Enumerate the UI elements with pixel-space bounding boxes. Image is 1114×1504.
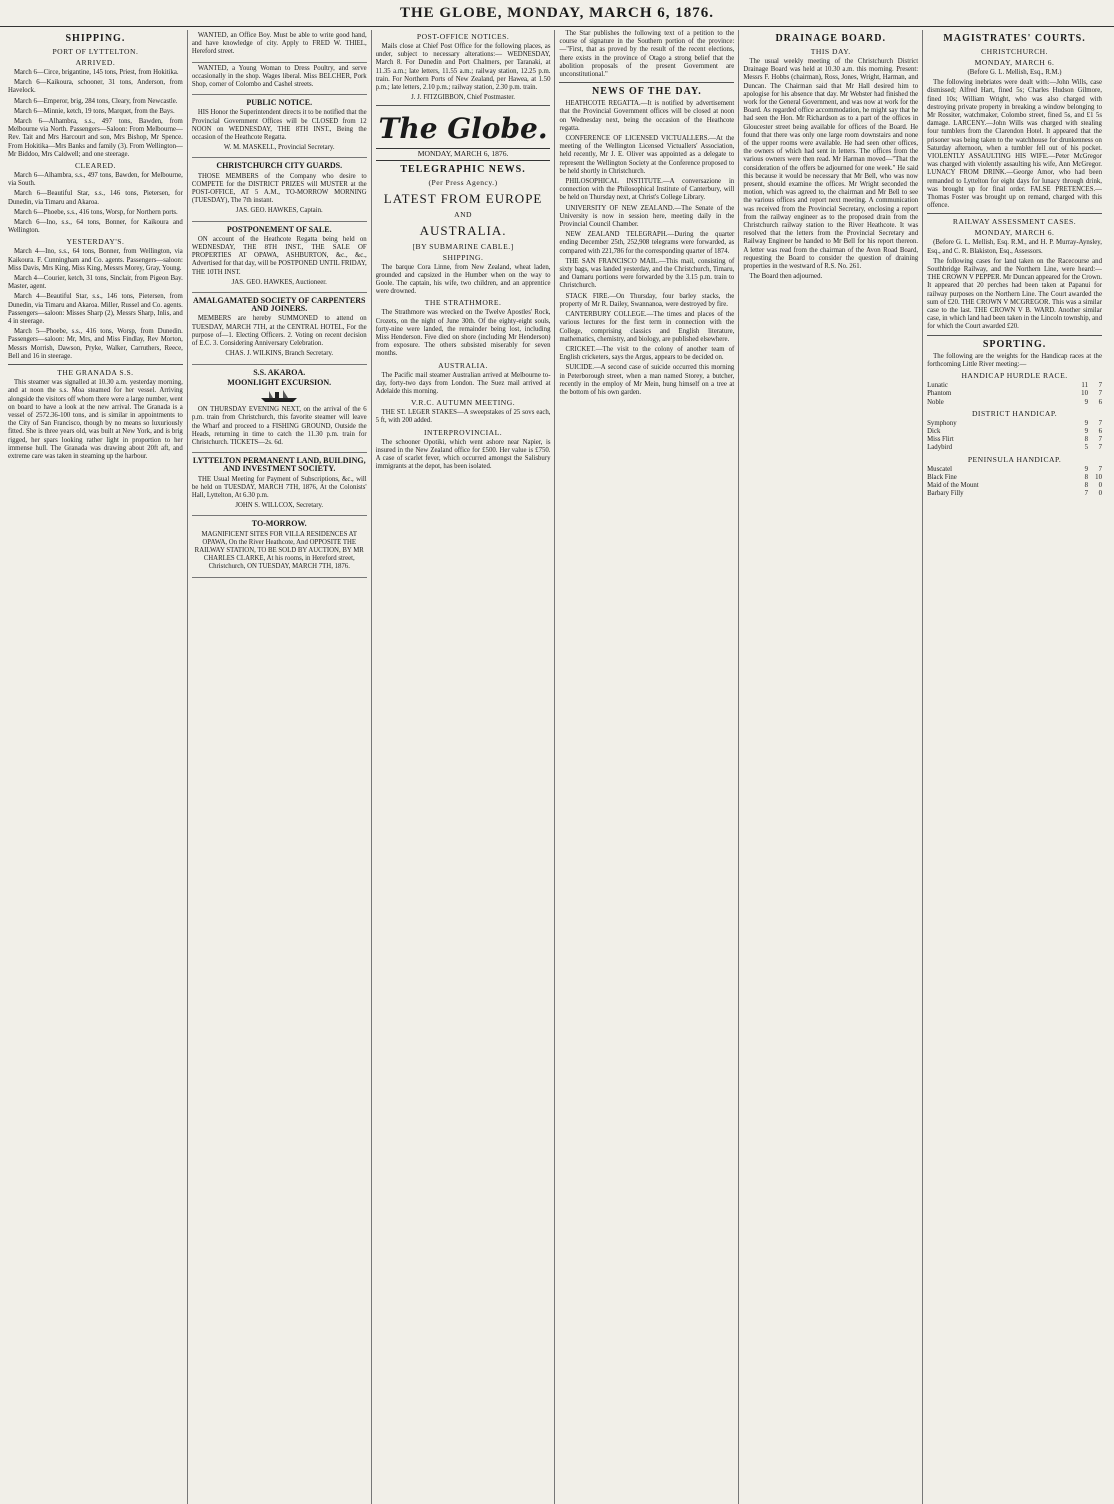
ad-signature: JAS. GEO. HAWKES, Auctioneer. — [231, 278, 327, 286]
ad-wanted-young-woman — [192, 63, 367, 96]
telegraphic-title: TELEGRAPHIC NEWS. — [400, 163, 526, 175]
ad-carpenters — [192, 293, 367, 364]
divider — [8, 364, 183, 365]
strathmore-text: The Strathmore was wrecked on the Twelve Apostles' Rock, Crozets, on the night of June 30th. Of the eighty-eight souls, forty-nine were landed, the remainder being lost, including Miss Henderson. Five died on shore (including Mr Henderson) from exposure. The others subsisted miserably for seven months. — [375, 309, 551, 358]
news-item: CANTERBURY COLLEGE.—The times and places of the various lectures for the first term in connection with the College, comprising classics and English literature, mathematics, chemistry, and biology, are published elsewhere. — [559, 311, 735, 343]
drainage-title: DRAINAGE BOARD. — [775, 33, 886, 44]
weight-lb: 7 — [1098, 419, 1102, 427]
news-item: SUICIDE.—A second case of suicide occurred this morning in Peterborough street, when a man named Storey, a butcher, recently in the employ of Mr Mein, hung himself on a tree at the bottom of his own garden. — [559, 364, 735, 396]
column-courts — [927, 30, 1106, 1504]
ad-signature: JAS. GEO. HAWKES, Captain. — [235, 207, 323, 215]
weight-st: 9 — [1084, 465, 1088, 473]
ad-public-notice — [192, 95, 367, 158]
weight-lb: 7 — [1098, 444, 1102, 452]
weight-st: 5 — [1084, 444, 1088, 452]
australia-news-heading: AUSTRALIA. — [438, 360, 489, 370]
ad-heading: POSTPONEMENT OF SALE. — [226, 224, 332, 234]
hurdle-table — [927, 382, 1102, 407]
vrc-text: THE ST. LEGER STAKES—A sweepstakes of 25 sovs each, 5 ft, with 200 added. — [375, 409, 551, 425]
column-drainage — [743, 30, 923, 1504]
news-item: THE SAN FRANCISCO MAIL.—This mail, consisting of sixty bags, was landed yesterday, and the Christchurch, Timaru, and Oamaru portions were forwarded by the 3.15 p.m. train to Christchurch. — [559, 257, 735, 290]
magistrates-sub: CHRISTCHURCH. — [981, 47, 1049, 56]
ad-permanent-society — [192, 453, 367, 516]
column-ads — [192, 30, 372, 1504]
weight-lb: 6 — [1098, 427, 1102, 435]
column-telegraphic — [376, 30, 556, 1504]
weight-st: 9 — [1084, 419, 1088, 427]
railway-day: MONDAY, MARCH 6. — [974, 228, 1055, 238]
news-item: UNIVERSITY OF NEW ZEALAND.—The Senate of the University is now in session here, meeting daily in the Provincial Council Chamber. — [559, 204, 735, 229]
ad-text: THOSE MEMBERS of the Company who desire to COMPETE for the DISTRICT PRIZES will MUSTER at the POST-OFFICE, AT 5 A.M., TO-MORROW MORNING (TUESDAY), The 7th instant. — [191, 172, 367, 205]
interprovincial-heading: INTERPROVINCIAL. — [423, 427, 503, 437]
ad-signature: W. M. MASKELL, Provincial Secretary. — [223, 144, 335, 152]
weight-st: 8 — [1084, 473, 1088, 481]
yesterday-list — [8, 248, 183, 361]
shipping-text: The barque Cora Linne, from New Zealand, wheat laden, grounded and capsized in the Humber when on the way to Goole. The captain, his wife, two children, and an apprentice were drowned. — [375, 263, 551, 296]
railway-title: RAILWAY ASSESSMENT CASES. — [952, 217, 1077, 227]
weight-lb: 10 — [1095, 473, 1102, 481]
horse-name: Black Fine — [927, 473, 957, 481]
weight-lb: 0 — [1098, 490, 1102, 498]
horse-name: Maid of the Mount — [927, 481, 979, 489]
horse-name: Dick — [927, 427, 941, 435]
ad-heading: PUBLIC NOTICE. — [246, 98, 313, 108]
sporting-intro: The following are the weights for the Handicap races at the forthcoming Little River meeting:— — [927, 352, 1102, 368]
ad-heading: S.S. AKAROA. — [253, 367, 306, 377]
shipping-entry: March 4—Beautiful Star, s.s., 146 tons, Pietersen, from Dunedin, via Timaru and Akaroa. Miller, Russel and Co. agents. Passengers—saloon: Misses Sharp (2), Messrs Sharp, Inlis, and 4 in steerage. — [8, 293, 183, 326]
drainage-sub: THIS DAY. — [810, 47, 851, 56]
weight-lb: 7 — [1098, 390, 1102, 398]
horse-name: Noble — [927, 398, 944, 406]
weight-lb: 7 — [1098, 382, 1102, 390]
railway-bench: (Before G. L. Mellish, Esq. R.M., and H. P. Murray-Aynsley, Esq., and C. R. Blakiston, Esq., Assessors. — [927, 239, 1102, 255]
horse-row — [927, 420, 1102, 428]
news-item: PHILOSOPHICAL INSTITUTE.—A conversazione in connection with the Philosophical Institute of Canterbury, will be held on Thursday next, at Christ's College Library. — [559, 178, 735, 202]
and-label: AND — [454, 209, 473, 219]
ad-text: ON THURSDAY EVENING NEXT, on the arrival of the 6 p.m. train from Christchurch, this favorite steamer will leave the Wharf and proceed to a FISHING GROUND, Outside the Heads, returning in time to catch the 11.30 p.m. train for Christchurch. TICKETS—2s. 6d. — [191, 406, 367, 446]
weight-lb: 0 — [1098, 481, 1102, 489]
hurdle-heading: HANDICAP HURDLE RACE. — [961, 371, 1068, 381]
news-item: NEW ZEALAND TELEGRAPH.—During the quarter ending December 25th, 252,908 telegrams were forwarded, as compared with 221,786 for the corresponding quarter of 1874. — [559, 231, 735, 255]
shipping-title: SHIPPING. — [65, 33, 126, 44]
horse-name: Barbary Filly — [927, 490, 964, 498]
column-shipping — [8, 30, 188, 1504]
horse-name: Ladybird — [927, 444, 953, 452]
horse-name: Lunatic — [927, 382, 948, 390]
globe-flag: The Globe. — [378, 112, 548, 146]
ad-akaroa — [192, 365, 367, 454]
shipping-entry: March 6—Emperor, brig, 284 tons, Cleary, from Newcastle. — [14, 97, 178, 105]
ad-postponement — [192, 222, 367, 293]
horse-row — [927, 490, 1102, 498]
divider — [559, 82, 734, 83]
shipping-entry: March 6—Ino, s.s., 64 tons, Bonner, for Kaikoura and Wellington. — [8, 219, 183, 235]
news-title: NEWS OF THE DAY. — [592, 86, 702, 98]
ad-text: MEMBERS are hereby SUMMONED to attend on TUESDAY, MARCH 7TH, at the CENTRAL HOTEL, For the purpose of—1. Electing Officers. 2. Voting on recent decision of E.C. 3. Considering Anniversary Celebration. — [191, 315, 367, 348]
shipping-entry: March 6—Minnie, ketch, 19 tons, Marquet, from the Bays. — [14, 107, 175, 115]
divider — [927, 213, 1102, 214]
yesterday-label: YESTERDAY'S. — [66, 237, 125, 247]
ad-text: WANTED, an Office Boy. Must be able to write good hand, and have knowledge of city. Apply to FRED W. THIEL, Hereford street. — [191, 32, 367, 56]
ad-subheading: MOONLIGHT EXCURSION. — [227, 377, 332, 387]
news-item: HEATHCOTE REGATTA.—It is notified by advertisement that the Provincial Government offices will be closed at noon on Wednesday next, being the occasion of the Heathcote regatta. — [559, 100, 735, 132]
shipping-entry: March 6—Alhambra, s.s., 497 tons, Bawden, from Melbourne via North. Passengers—Saloon: From Melbourne—Rev. Tait and Mrs Harcourt and son, Mrs Bishop, Mr Spence. From Hokitika—Mrs Banks and family (3). From Wellington—Mr Biddoo, Mrs Caldwell; and one steerage. — [8, 118, 183, 158]
divider — [376, 105, 551, 106]
masthead: THE GLOBE, MONDAY, MARCH 6, 1876. — [0, 0, 1114, 27]
shipping-entry: March 6—Phoebe, s.s., 416 tons, Worsp, for Northern ports. — [14, 208, 178, 216]
weight-lb: 7 — [1098, 465, 1102, 473]
ad-text: WANTED, a Young Woman to Dress Poultry, and serve occasionally in the shop. Wages liberal. Miss BELCHER, Pork Shop, corner of Colombo and Cashel streets. — [191, 64, 367, 89]
ad-heading: CHRISTCHURCH CITY GUARDS. — [216, 161, 343, 171]
weight-st: 10 — [1081, 390, 1088, 398]
railway-text: The following cases for land taken on the Racecourse and Southbridge Railway, and the Northern Line, were heard:— THE CROWN V PEPPER. Mr Duncan appeared for the Crown. It appeared that 20 perches had been taken at Papanui for railway purposes on the Northern Line. The Court awarded the sum of £20. THE CROWN V MCGREGOR. This was a similar case to the last. THE CROWN V B. WARD. Another similar case, in which land had been taken in the Lincoln township, and for which the Court awarded £20. — [927, 257, 1102, 331]
shipping-entry: March 5—Phoebe, s.s., 416 tons, Worsp, from Dunedin. Passengers—saloon: Mr, Mrs, and Miss Findlay, Rev Morton, Messrs Morrish, Dawson, Pryke, Walker, Carruthers, Reece, Bell and 16 in steerage. — [8, 328, 183, 360]
latest-europe: LATEST FROM EUROPE — [383, 190, 543, 206]
horse-name: Muscatel — [927, 465, 953, 473]
vrc-heading: V.R.C. AUTUMN MEETING. — [411, 398, 516, 408]
shipping-entry: March 4—Ino, s.s., 64 tons, Bonner, from Wellington, via Kaikoura. F. Cunningham and Co. agents. Passengers—saloon: Miss Davis, Mrs King, Miss King, Messrs Morey, Gray, Young. — [8, 248, 183, 272]
weight-st: 9 — [1084, 427, 1088, 435]
interprovincial-text: The schooner Opotiki, which went ashore near Napier, is insured in the New Zealand office for £500. Her value is £750. A case of scarlet fever, which occurred amongst the Salisbury immigrants at the depot, has been isolated. — [375, 438, 551, 471]
weight-st: 11 — [1081, 382, 1088, 390]
ad-signature: CHAS. J. WILKINS, Branch Secretary. — [225, 350, 334, 358]
star-text: The Star publishes the following text of a petition to the course of signature in the Southern portion of the province:—"First, that as proved by the result of the recent elections, there exists in the province of Otago a strong belief that the abolition proposals of the present Government are unconstitutional." — [559, 30, 735, 79]
weight-lb: 6 — [1098, 398, 1102, 406]
horse-row — [927, 390, 1102, 398]
ad-signature: JOHN S. WILLCOX, Secretary. — [235, 502, 324, 510]
australia-news-text: The Pacific mail steamer Australian arrived at Melbourne to-day, forty-two days from London. The Suez mail arrived at Adelaide this morning. — [375, 371, 551, 396]
ad-text: MAGNIFICENT SITES FOR VILLA RESIDENCES AT OPAWA, On the River Heathcote, And OPPOSITE THE RAILWAY STATION, TO BE SOLD BY AUCTION, BY MR CHARLES CLARKE, At his rooms, in Hereford street, Christchurch, ON TUESDAY, MARCH 7TH, 1876. — [194, 530, 364, 571]
ad-heading: LYTTELTON PERMANENT LAND, BUILDING, AND INVESTMENT SOCIETY. — [192, 456, 366, 474]
horse-row — [927, 399, 1102, 407]
weight-lb: 7 — [1098, 436, 1102, 444]
drainage-end: The Board then adjourned. — [749, 273, 823, 281]
australia-heading: AUSTRALIA. — [419, 222, 507, 238]
horse-row — [927, 428, 1102, 436]
ad-text: HIS Honor the Superintendent directs it to be notified that the Provincial Government Offices will be CLOSED from 12 NOON on WEDNESDAY, THE 8TH INST., Being the occasion of the Heathcote Regatta. — [191, 109, 367, 142]
shipping-entry: March 6—Alhambra, s.s., 497 tons, Bawden, for Melbourne, via South. — [8, 172, 183, 188]
magistrates-day: MONDAY, MARCH 6. — [974, 58, 1055, 67]
column-news — [559, 30, 739, 1504]
columns — [8, 30, 1106, 1504]
drainage-text: The usual weekly meeting of the Christchurch District Drainage Board was held at 10.30 a.m. this morning. Present: Messrs F. Hobbs (chairman), Ross, Jones, Wright, Harman, and Duncan. The Chairman said that Mr Hall desired him to apologise for his absence that day. Mr Webster had finished the work for the General Government, and was now at work for the Board. As regarded office accommodation, he might say that he had seen the Hon. Mr Richardson as to a part of the offices in Gloucester street being available for offices of the Board. He found that there was only one large room downstairs and none of the upper rooms were available. He had seen other offices, the owners of which had sent in letters. The offices from the various owners were then read. Mr Harman moved—"That the consideration of the offers be adjourned for one week." He said this because it would be necessary that Mr Bell, who was now present, should examine the offices. Mr Wright seconded the motion, which was agreed to, the chairman and Mr Bell to see the various offices and report next meeting. A communication was received from the Provincial Secretary, enclosing a report from the railway engineer as to the proposed drain from the Christchurch railway station to the River Heathcote. It was resolved that the letters from the Provincial Secretary and Railway Engineer be handed to Mr Bell for his report thereon. A letter was read from the chairman of the Avon Road Board, requesting the Board to consider the question of draining properties in the westward of R.S. No. 261. — [743, 58, 919, 271]
weight-st: 8 — [1084, 436, 1088, 444]
news-item: CONFERENCE OF LICENSED VICTUALLERS.—At the meeting of the Wellington Licensed Victuallers' Association, held recently, Mr J. E. Oliver was appointed as a delegate to represent the Wellington Society at the Conference proposed to be held shortly in Christchurch. — [559, 135, 735, 175]
arrived-list — [8, 69, 183, 159]
horse-row — [927, 444, 1102, 452]
shipping-entry: March 6—Beautiful Star, s.s., 146 tons, Pietersen, for Dunedin, via Timaru and Akaroa. — [8, 190, 183, 206]
weight-st: 8 — [1084, 481, 1088, 489]
post-title: POST-OFFICE NOTICES. — [416, 32, 510, 41]
cleared-list — [8, 172, 183, 235]
post-text: Mails close at Chief Post Office for the following places, as under, subject to necessary alterations:— WEDNESDAY, March 8. For Dunedin and Port Chalmers, per Taranaki, at 11.35 a.m.; late letters, 11.55 a.m.; railway station, 12.25 p.m. train. For Northern Ports of New Zealand, per Hawea, at 1.50 p.m.; late letters, 2.10 p.m.; railway station, 2.30 p.m. train. — [375, 43, 551, 92]
steamer-icon — [192, 389, 367, 406]
peninsula-heading: PENINSULA HANDICAP. — [967, 454, 1062, 464]
weight-st: 9 — [1084, 398, 1088, 406]
horse-name: Miss Flirt — [927, 436, 954, 444]
ad-text: THE Usual Meeting for Payment of Subscriptions, &c., will be held on TUESDAY, MARCH 7TH, 1876, At the Colonists' Hall, Lyttelton, At 6.30 p.m. — [191, 475, 367, 499]
horse-row — [927, 482, 1102, 490]
port-name: PORT OF LYTTELTON. — [52, 47, 139, 56]
horse-row — [927, 466, 1102, 474]
shipping-entry: March 6—Circe, brigantine, 145 tons, Priest, from Hokitika. — [14, 69, 179, 76]
horse-row — [927, 474, 1102, 482]
ad-city-guards — [192, 158, 367, 221]
horse-name: Symphony — [927, 419, 957, 427]
district-heading: DISTRICT HANDICAP. — [971, 408, 1058, 418]
magistrates-text: The following inebriates were dealt with:—John Wills, case dismissed; Alfred Hart, fined 5s; Charles Hudson Gilmore, fined 10s; William Wright, who was also charged with destroying private property in breaking a window belonging to Mr Rossiter, watchmaker, Colombo street, fined 5s, and £1 5s damage. LARCENY.—John Wills was charged with stealing four tumblers from the Clarendon Hotel. It appeared that the prisoner was being taken to the watchhouse for drunkenness on Saturday afternoon, when a tumbler fell out of his pocket. VIOLENTLY ASSAULTING HIS WIFE.—Peter McGregor was charged with violently assaulting his wife, Ann McGregor. LUNACY FROM DRINK.—George Amor, who had been remanded to Lyttelton for eight days for lunacy through drink, was brought up for final order. FALSE PRETENCES.—Thomas Foster was brought up on remand, charged with this offence. — [927, 79, 1102, 210]
ad-tomorrow — [192, 516, 367, 577]
strathmore-heading: THE STRATHMORE. — [424, 298, 502, 308]
divider — [927, 335, 1102, 336]
shipping-heading: SHIPPING. — [442, 252, 484, 262]
horse-row — [927, 382, 1102, 390]
horse-row — [927, 436, 1102, 444]
peninsula-table — [927, 466, 1102, 499]
globe-date: MONDAY, MARCH 6, 1876. — [376, 148, 551, 160]
ad-text: ON account of the Heathcote Regatta being held on WEDNESDAY, THE 8TH INST., THE SALE OF PROPERTIES AT OPAWA, ASHBURTON, &c., &c., Advertised for that day, will be POSTPONED UNTIL FRIDAY, THE 10TH INST. — [191, 235, 367, 276]
granada-text: This steamer was signalled at 10.30 a.m. yesterday morning, and at noon the s.s. Moa steamed for her vessel. Arriving alongside the visitors off whom there were a large number, went on board to have a look at the new arrival. The Granada is a vessel of 2572.36-100 tons, and is similar in appointments to the City of San Francisco, though by no means so luxuriously fitted. She is three years old, was built at New York, and is brig rigged, her spars looking rather light in proportion to her immense hull. The Granada was drawing about 20ft aft, and extreme care was taken in steaming up the harbour. — [8, 379, 183, 460]
press-agency: (Per Press Agency.) — [428, 177, 498, 187]
post-signature: J. J. FITZGIBBON, Chief Postmaster. — [411, 94, 515, 102]
magistrates-title: MAGISTRATES' COURTS. — [943, 33, 1086, 44]
district-table — [927, 420, 1102, 453]
shipping-entry: March 4—Courier, ketch, 31 tons, Sinclair, from Pigeon Bay. Master, agent. — [8, 275, 183, 291]
magistrates-bench: (Before G. L. Mellish, Esq., R.M.) — [967, 69, 1062, 76]
ad-wanted-office-boy — [192, 30, 367, 63]
ad-heading: AMALGAMATED SOCIETY OF CARPENTERS AND JOINERS. — [193, 296, 366, 314]
weight-st: 7 — [1084, 490, 1088, 498]
horse-name: Phantom — [927, 390, 952, 398]
news-item: CRICKET.—The visit to the colony of another team of English cricketers, says the Argus, appears to be decided on. — [559, 345, 735, 362]
cleared-label: CLEARED. — [74, 161, 116, 171]
cable-label: [BY SUBMARINE CABLE.] — [412, 241, 514, 251]
shipping-entry: March 6—Kaikoura, schooner, 31 tons, Anderson, from Havelock. — [8, 79, 183, 95]
ad-heading: TO-MORROW. — [251, 519, 307, 529]
news-item: STACK FIRE.—On Thursday, four barley stacks, the property of Mr R. Dailey, Swannanoa, were destroyed by fire. — [559, 292, 735, 308]
arrived-label: ARRIVED. — [75, 58, 116, 67]
sporting-title: SPORTING. — [982, 338, 1047, 350]
granada-title: THE GRANADA S.S. — [57, 368, 134, 378]
